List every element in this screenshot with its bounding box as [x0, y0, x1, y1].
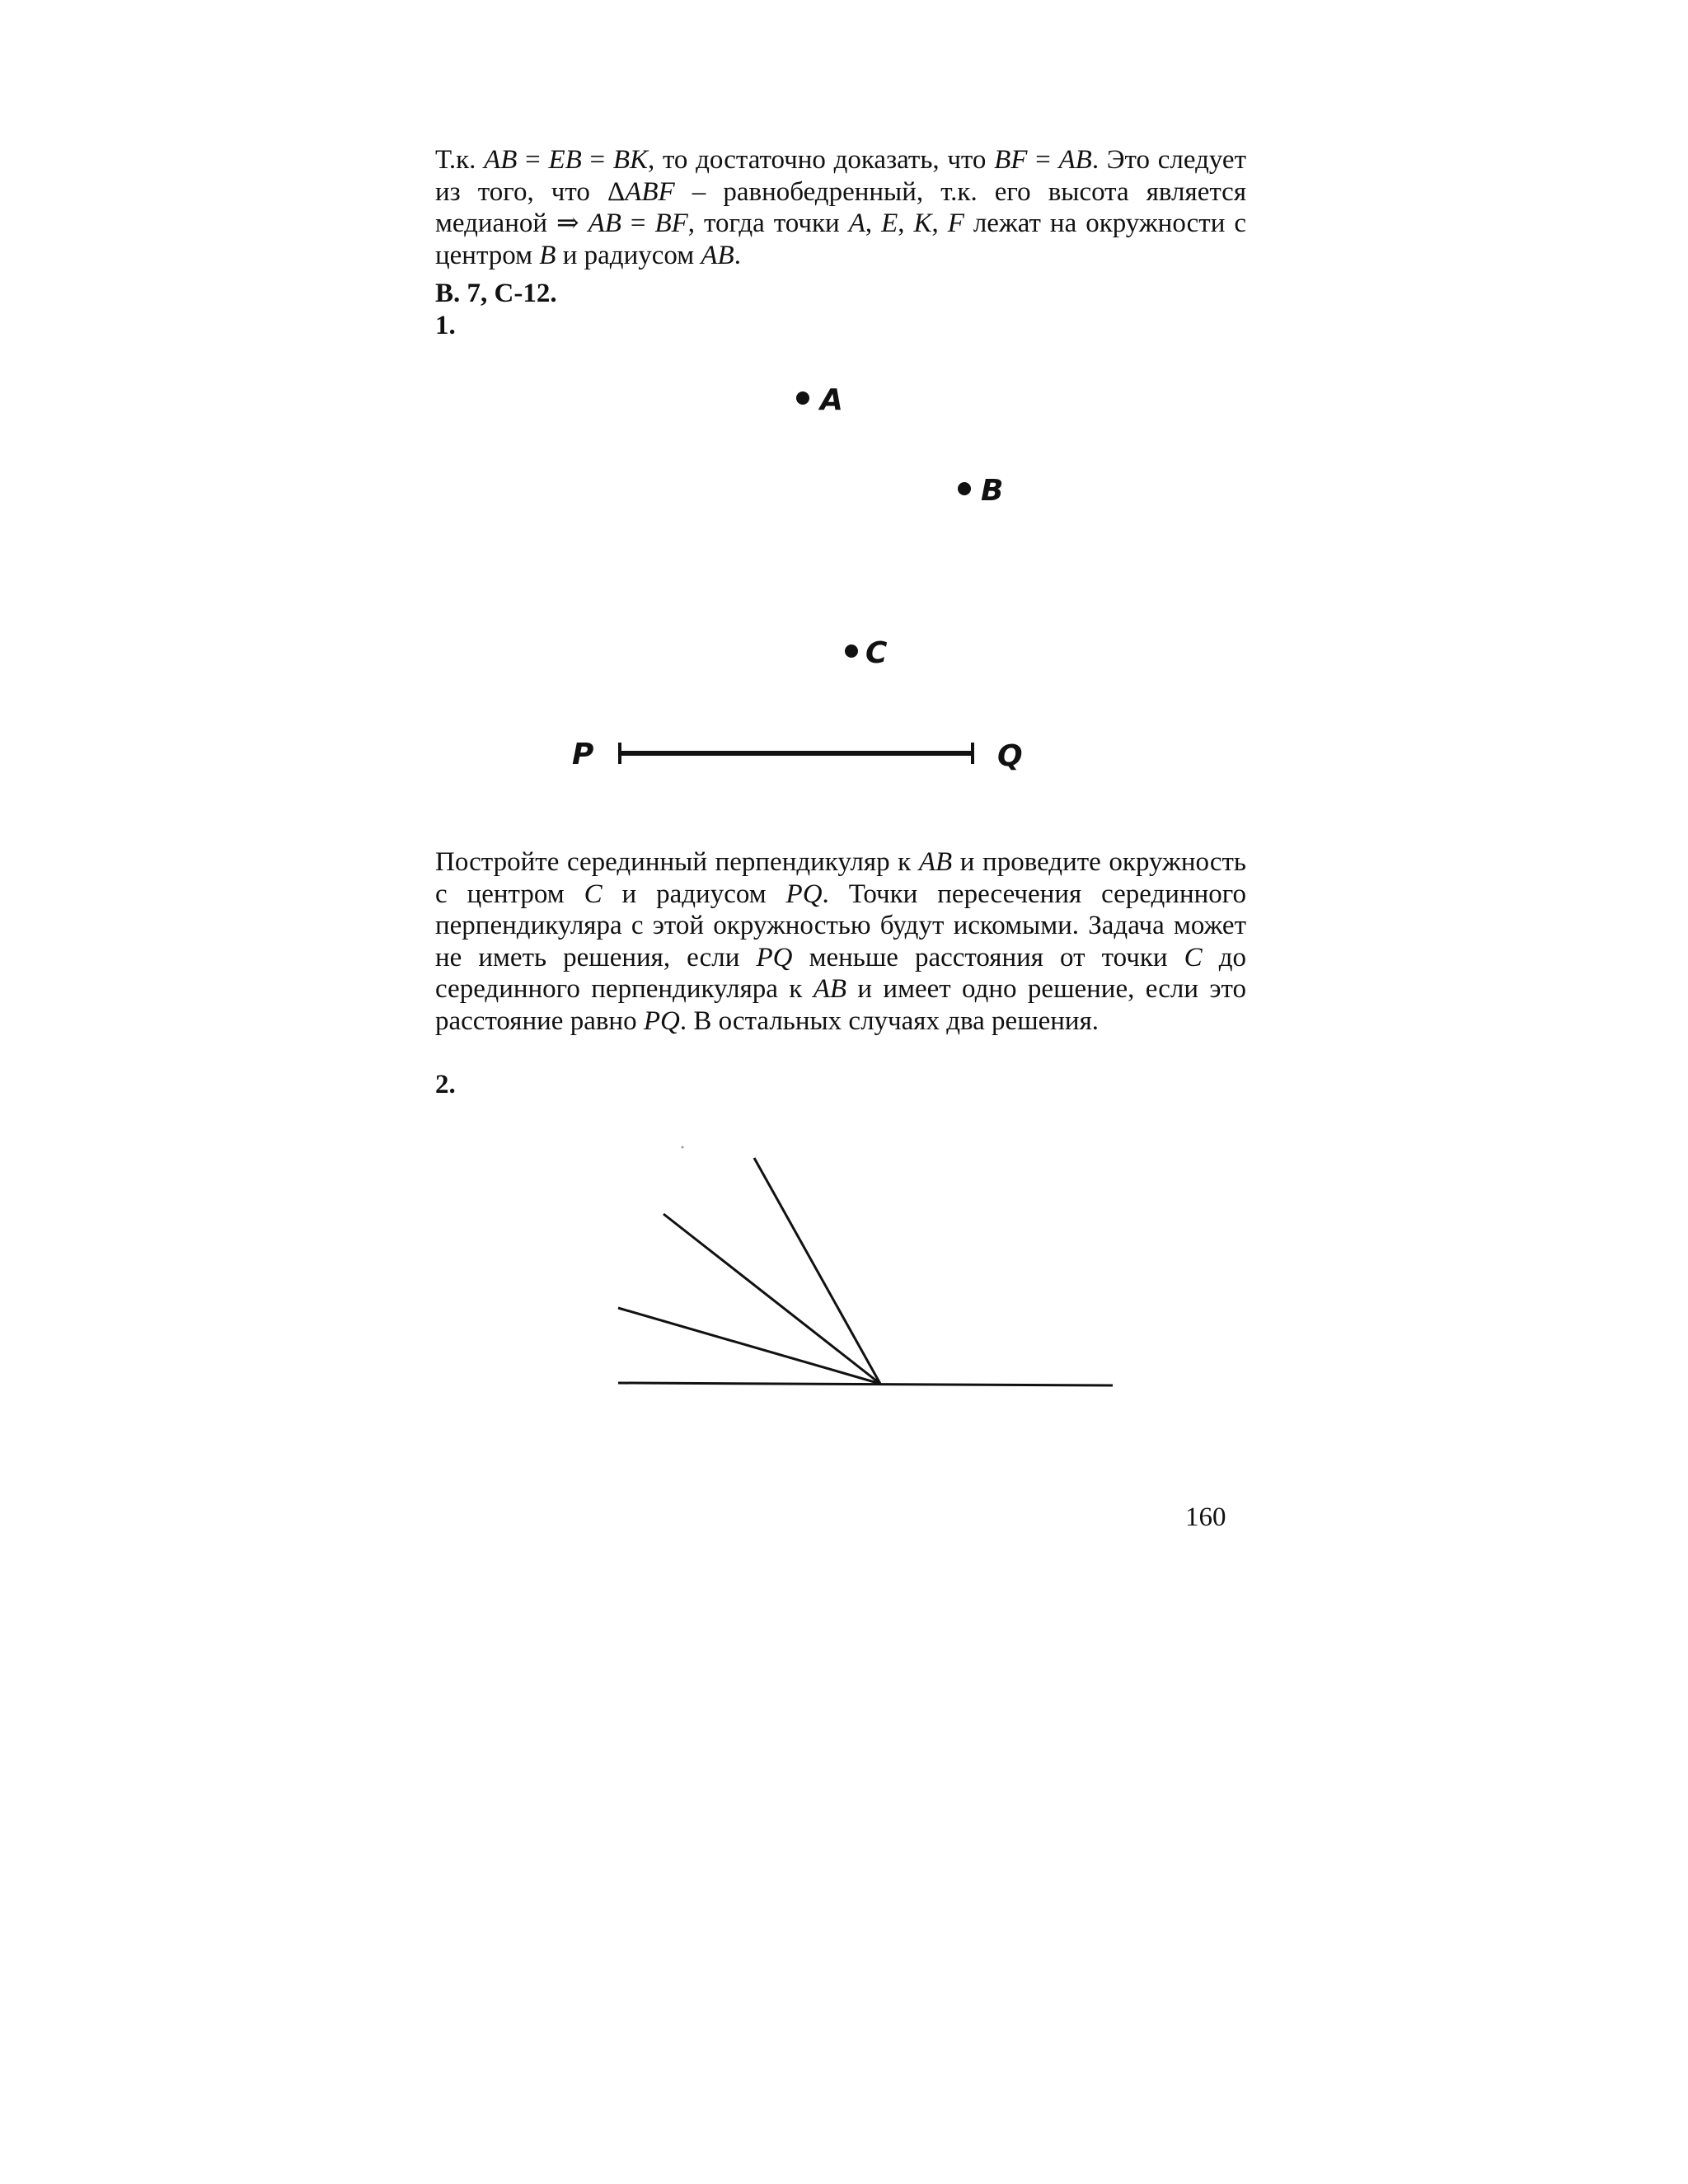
point-c-label: C: [865, 636, 888, 670]
item-1-label: 1.: [435, 311, 456, 340]
figure-rays: [573, 1108, 1142, 1455]
stray-dot: [682, 1146, 684, 1149]
intro-paragraph: Т.к. AB = EB = BK, то достаточно доказать, что BF = AB. Это следует из того, что ΔABF – равнобедренный, т.к. его высота является медианой ⇒ AB = BF, тогда точки A, E, K, F лежат на окружности с центром B и радиусом AB.: [435, 145, 1246, 270]
page-number: 160: [1185, 1502, 1226, 1532]
ray-3: [754, 1158, 880, 1384]
ray-2: [663, 1214, 880, 1384]
figure-points-segment: [536, 342, 1071, 787]
point-b-label: B: [981, 474, 1004, 508]
solution-paragraph: Постройте серединный перпендикуляр к AB и проведите окружность с центром C и радиусом PQ. Точки пересечения серединного перпендикуляра с этой окружностью будут искомыми. Задача может не иметь решения, если PQ меньше расстояния от точки C до серединного перпендикуляра к AB и имеет одно решение, если это расстояние равно PQ. В остальных случаях два решения.: [435, 847, 1246, 1036]
point-c-dot: [845, 644, 858, 658]
point-a-label: A: [820, 383, 843, 417]
label-q: Q: [997, 739, 1023, 773]
point-b-dot: [958, 482, 971, 495]
figure-2-drawing: [573, 1108, 1142, 1455]
label-p: P: [572, 738, 594, 771]
base-line: [618, 1383, 1113, 1385]
figure-1-drawing: [536, 342, 1071, 787]
point-a-dot: [796, 391, 809, 405]
ray-1: [618, 1308, 880, 1384]
item-2-label: 2.: [435, 1070, 456, 1099]
section-heading: В. 7, С-12.: [435, 279, 557, 308]
